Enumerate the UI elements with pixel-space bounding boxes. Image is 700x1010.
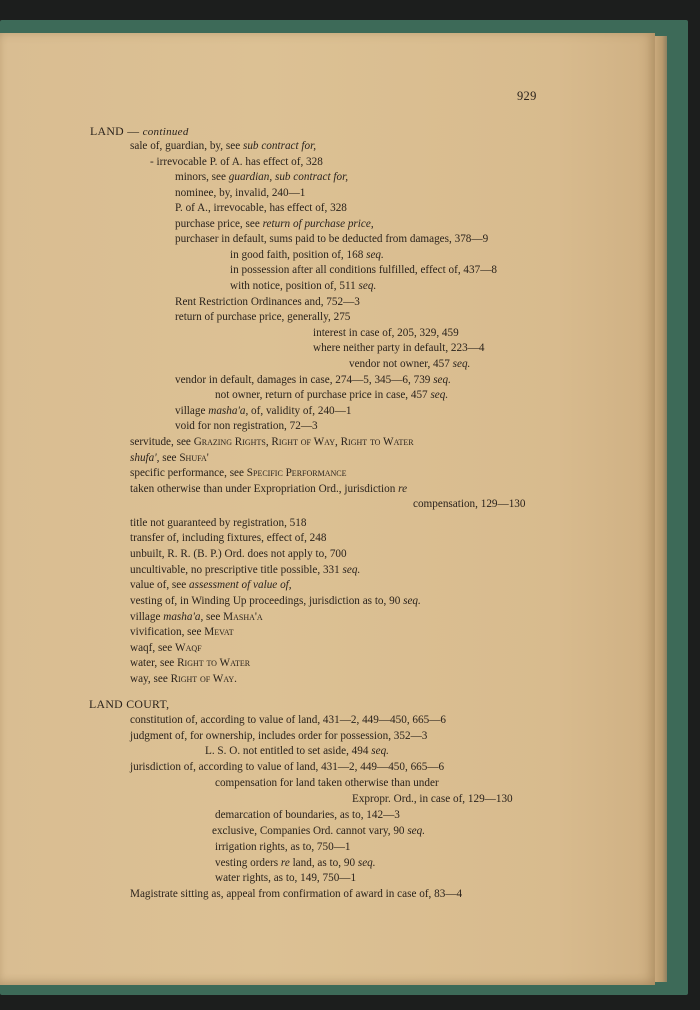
entry-text: land, as to, 90 (289, 857, 358, 869)
index-entry (130, 641, 202, 655)
entry-text: void for non registration, 72—3 (175, 420, 318, 432)
entry-text: uncultivable, no prescriptive title possible, 331 (130, 564, 343, 576)
italic-text: seq. (430, 389, 449, 401)
entry-text: vendor not owner, 457 (349, 358, 453, 370)
entry-text: . (234, 673, 237, 685)
cross-reference: Waqf (175, 642, 202, 654)
entry-text: - (150, 156, 157, 168)
entry-text: Rent Restriction Ordinances and, 752—3 (175, 296, 360, 308)
italic-text: return of purchase price, (262, 218, 374, 230)
index-entry (212, 824, 425, 838)
cross-reference: Masha'a (223, 611, 263, 623)
index-entry (130, 578, 292, 592)
italic-text: seq. (407, 825, 426, 837)
index-entry (130, 672, 237, 686)
entry-text: vesting orders (215, 857, 281, 869)
index-entry (205, 744, 389, 758)
italic-text: re (280, 857, 290, 869)
entry-text: — (123, 124, 143, 138)
italic-text: masha'a, (208, 405, 249, 417)
index-entry (175, 186, 305, 200)
index-entry (413, 497, 525, 511)
italic-text: seq. (342, 564, 361, 576)
italic-text: shufa', (130, 452, 160, 464)
entry-text: return of purchase price, generally, 275 (175, 311, 351, 323)
page-number: 929 (517, 89, 537, 103)
entry-text: transfer of, including fixtures, effect of, 248 (130, 532, 327, 544)
cross-reference: Right of Way (271, 436, 335, 448)
italic-text: guardian, sub contract for, (228, 171, 348, 183)
entry-text: irrigation rights, as to, 750—1 (215, 841, 351, 853)
index-entry (215, 856, 376, 870)
cross-reference: Specific Performance (246, 467, 347, 479)
index-entry (175, 373, 451, 387)
index-entry (215, 808, 400, 822)
entry-text: vendor in default, damages in case, 274—5, 345—6, 739 (175, 374, 434, 386)
italic-text: seq. (371, 745, 389, 757)
italic-text: seq. (357, 857, 376, 869)
italic-text: seq. (403, 595, 421, 607)
entry-text: purchase price, see (175, 218, 263, 230)
index-entry (130, 451, 209, 465)
entry-text: Expropr. Ord., in case of, 129—130 (352, 793, 513, 805)
italic-text: assessment of value of, (189, 579, 292, 591)
entry-text: , (334, 436, 341, 448)
entry-text: LAND (90, 124, 124, 138)
italic-text: continued (142, 126, 189, 138)
index-entry (150, 155, 323, 169)
entry-text: demarcation of boundaries, as to, 142—3 (215, 809, 400, 821)
entry-text: unbuilt, R. R. (B. P.) Ord. does not apply to, 700 (130, 548, 347, 560)
entry-text: title not guaranteed by registration, 518 (130, 517, 307, 529)
index-heading (90, 124, 189, 139)
index-entry (130, 760, 444, 774)
entry-text: sale of, guardian, by, see (130, 140, 243, 152)
entry-text: in good faith, position of, 168 (230, 249, 367, 261)
index-entry (175, 170, 348, 184)
entry-text: exclusive, Companies Ord. cannot vary, 90 (212, 825, 408, 837)
entry-text: see (159, 452, 180, 464)
italic-text: masha'a, (163, 611, 204, 623)
index-entry (130, 656, 250, 670)
entry-text: of, validity of, 240—1 (248, 405, 352, 417)
entry-text: nominee, by, invalid, 240—1 (175, 187, 306, 199)
entry-text: value of, see (130, 579, 190, 591)
index-entry (215, 840, 350, 854)
entry-text: constitution of, according to value of land, 431—2, 449—450, 665—6 (130, 714, 446, 726)
entry-text: LAND COURT, (89, 697, 170, 711)
italic-text: seq. (452, 358, 471, 370)
entry-text: water, see (130, 657, 178, 669)
entry-text: in possession after all conditions fulfilled, effect of, 437—8 (230, 264, 497, 276)
entry-text: judgment of, for ownership, includes order for possession, 352—3 (130, 730, 428, 742)
index-entry (130, 516, 306, 530)
index-entry (349, 357, 470, 371)
cross-reference: Right to Water (177, 657, 251, 669)
italic-text: seq. (433, 374, 451, 386)
index-entry (313, 341, 484, 355)
index-entry (130, 625, 234, 639)
entry-text: compensation, 129—130 (413, 498, 526, 510)
entry-text: waqf, see (130, 642, 176, 654)
cross-reference: Right of Way (170, 673, 235, 685)
entry-text: where neither party in default, 223—4 (313, 342, 485, 354)
index-entry (313, 326, 459, 340)
index-entry (175, 232, 488, 246)
index-entry (130, 466, 346, 480)
page-edge (655, 36, 667, 982)
index-entry (230, 279, 376, 293)
entry-text: specific performance, see (130, 467, 247, 479)
index-entry (130, 887, 462, 901)
entry-text: irrevocable P. of A. has effect of, 328 (156, 156, 323, 168)
index-entry (130, 482, 407, 496)
index-entry (215, 776, 439, 790)
index-entry (230, 263, 497, 277)
entry-text: way, see (130, 673, 171, 685)
entry-text: jurisdiction of, according to value of land, 431—2, 449—450, 665—6 (130, 761, 445, 773)
entry-text: interest in case of, 205, 329, 459 (313, 327, 459, 339)
index-entry (130, 713, 446, 727)
entry-text: taken otherwise than under Expropriation Ord., jurisdiction (130, 483, 399, 495)
cross-reference: Right to Water (340, 436, 414, 448)
index-entry (130, 531, 326, 545)
cross-reference: Grazing Rights (193, 436, 266, 448)
entry-text: village (130, 611, 164, 623)
entry-text: L. S. O. not entitled to set aside, 494 (205, 745, 372, 757)
index-entry (130, 610, 263, 624)
entry-text: water rights, as to, 149, 750—1 (215, 872, 357, 884)
italic-text: seq. (358, 280, 377, 292)
index-entry (215, 871, 356, 885)
index-entry (230, 248, 384, 262)
italic-text: seq. (366, 249, 384, 261)
entry-text: village (175, 405, 209, 417)
cross-reference: Shufa' (179, 452, 209, 464)
entry-text: P. of A., irrevocable, has effect of, 328 (175, 202, 347, 214)
index-entry (215, 388, 448, 402)
entry-text: vivification, see (130, 626, 205, 638)
index-entry (175, 419, 318, 433)
index-entry (130, 547, 347, 561)
index-entry (175, 217, 374, 231)
entry-text: see (203, 611, 224, 623)
index-entry (130, 594, 421, 608)
index-entry (130, 139, 316, 153)
index-entry (175, 310, 350, 324)
italic-text: sub contract for, (242, 140, 317, 152)
entry-text: vesting of, in Winding Up proceedings, jurisdiction as to, 90 (130, 595, 404, 607)
italic-text: re (398, 483, 408, 495)
index-entry (130, 435, 414, 449)
index-entry (175, 404, 351, 418)
index-entry (175, 295, 360, 309)
entry-text: servitude, see (130, 436, 194, 448)
index-entry (130, 729, 427, 743)
entry-text: compensation for land taken otherwise than under (215, 777, 439, 789)
entry-text: minors, see (175, 171, 229, 183)
entry-text: not owner, return of purchase price in case, 457 (215, 389, 431, 401)
index-entry (175, 201, 347, 215)
entry-text: with notice, position of, 511 (230, 280, 359, 292)
entry-text: , (265, 436, 272, 448)
index-entry (352, 792, 513, 806)
entry-text: Magistrate sitting as, appeal from confirmation of award in case of, 83—4 (130, 888, 463, 900)
index-heading (89, 697, 169, 711)
index-entry (130, 563, 360, 577)
entry-text: purchaser in default, sums paid to be deducted from damages, 378—9 (175, 233, 489, 245)
cross-reference: Mevat (204, 626, 234, 638)
